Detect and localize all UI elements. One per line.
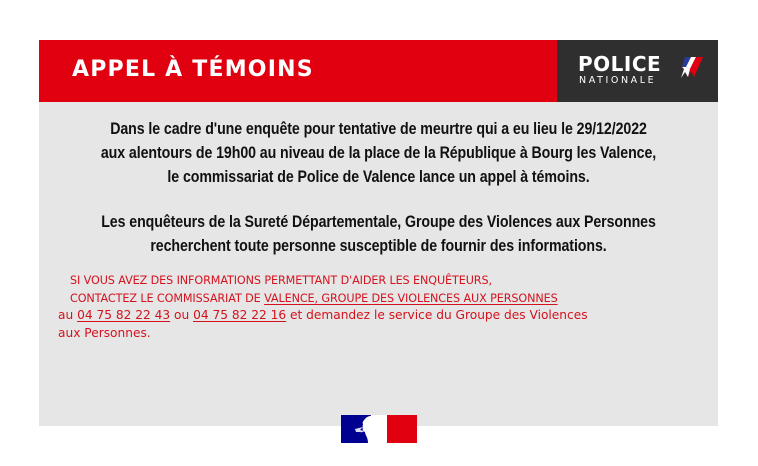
- header-banner: [39, 40, 718, 102]
- police-nationale-logo: [578, 54, 706, 88]
- phone-suffix: et demandez le service du Groupe des Violences: [286, 308, 588, 322]
- marianne-logo-icon: [341, 415, 417, 443]
- phone-separator: ou: [170, 308, 194, 322]
- investigators-description: [87, 210, 671, 258]
- service-link[interactable]: VALENCE, GROUPE DES VIOLENCES AUX PERSONNES: [264, 291, 558, 305]
- description-line: Les enquêteurs de la Sureté Départementale, Groupe des Violences aux Personnes: [101, 213, 656, 231]
- description-line: le commissariat de Police de Valence lance un appel à témoins.: [167, 168, 590, 186]
- brand-band: [557, 40, 718, 102]
- brand-police-text: POLICE: [578, 52, 662, 76]
- contact-line-2: [58, 290, 698, 308]
- phone-prefix: au: [58, 308, 78, 322]
- phone-link-2[interactable]: 04 75 82 22 16: [193, 308, 287, 322]
- brand-nationale-text: NATIONALE: [579, 75, 657, 86]
- phone-link-1[interactable]: 04 75 82 22 43: [77, 308, 171, 322]
- contact-line-1: SI VOUS AVEZ DES INFORMATIONS PERMETTANT D'AIDER LES ENQUÊTEURS,: [70, 274, 492, 287]
- contact-line-4: aux Personnes.: [58, 325, 151, 340]
- incident-description: [87, 117, 671, 189]
- tricolor-flame-icon: [676, 55, 704, 79]
- description-line: aux alentours de 19h00 au niveau de la place de la République à Bourg les Valence,: [100, 144, 657, 162]
- contact-line-3: [58, 307, 698, 325]
- description-line: Dans le cadre d'une enquête pour tentative de meurtre qui a eu lieu le 29/12/2022: [110, 120, 647, 138]
- page-title: APPEL À TÉMOINS: [72, 57, 314, 82]
- description-line: recherchent toute personne susceptible de fournir des informations.: [150, 237, 607, 255]
- contact-prefix: CONTACTEZ LE COMMISSARIAT DE: [70, 291, 265, 305]
- contact-info: [58, 272, 698, 342]
- title-band: [39, 40, 557, 102]
- appeal-card: [39, 40, 718, 426]
